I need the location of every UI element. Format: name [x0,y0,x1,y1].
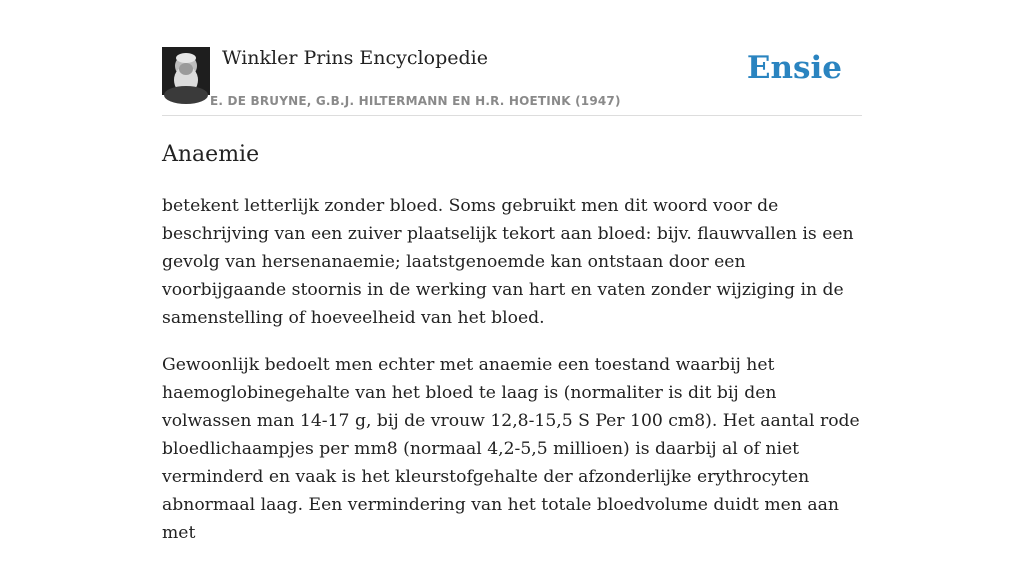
source-title[interactable]: Winkler Prins Encyclopedie [222,47,488,69]
source-header [162,46,862,116]
article-paragraph: betekent letterlijk zonder bloed. Soms gebruikt men dit woord voor de beschrijving van een zuiver plaatselijk tekort aan bloed: bijv. flauwvallen is een gevolg van hersenanaemie; laatstgenoemde kan ontstaan door een voorbijgaande stoornis in de werking van hart en vaten zonder wijziging in de samenstelling of hoeveelheid van het bloed. [162,196,854,328]
ensie-logo-link[interactable]: Ensie [746,50,842,86]
source-authors: E. DE BRUYNE, G.B.J. HILTERMANN EN H.R. HOETINK (1947) [210,94,621,108]
article-paragraph: Gewoonlijk bedoelt men echter met anaemie een toestand waarbij het haemoglobinegehalte van het bloed te laag is (normaliter is dit bij den volwassen man 14-17 g, bij de vrouw 12,8-15,5 S Per 100 cm8). Het aantal rode bloedlichaampjes per mm8 (normaal 4,2-5,5 millioen) is daarbij al of niet verminderd en vaak is het kleurstofgehalte der afzonderlijke erythrocyten abnormaal laag. Een vermindering van het totale bloedvolume duidt men aan met [162,355,860,543]
article-title: Anaemie [162,142,260,167]
portrait-photo-icon [162,47,210,95]
author-avatar-icon [162,47,210,95]
article-body [162,192,862,566]
